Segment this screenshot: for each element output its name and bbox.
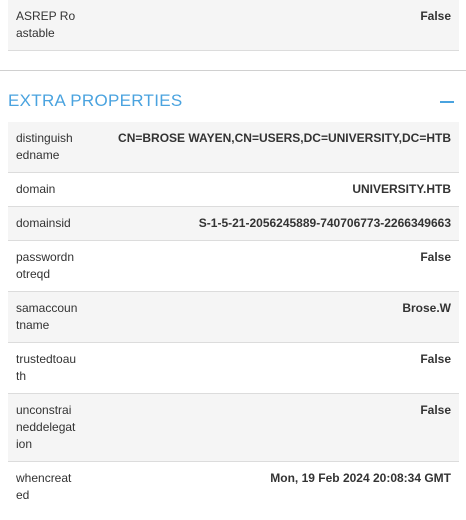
property-key: domain <box>16 182 56 196</box>
property-value: False <box>420 9 451 23</box>
property-row-trustedtoauth <box>8 343 459 394</box>
property-value: False <box>420 352 451 366</box>
property-key: trustedtoauth <box>16 352 77 383</box>
property-value: False <box>420 250 451 264</box>
property-row-unconstraineddelegation <box>8 394 459 462</box>
property-key: ASREP Roastable <box>16 9 76 40</box>
property-key: passwordnotreqd <box>16 250 75 281</box>
property-key: domainsid <box>16 216 71 230</box>
property-row-samaccountname <box>8 292 459 343</box>
property-row-passwordnotreqd <box>8 241 459 292</box>
property-value: UNIVERSITY.HTB <box>352 182 451 196</box>
property-row-domain <box>8 173 459 207</box>
property-row-domainsid <box>8 207 459 241</box>
minus-icon[interactable] <box>440 101 454 103</box>
property-value: Brose.W <box>402 301 451 315</box>
property-row-distinguishedname <box>8 122 459 173</box>
property-value: S-1-5-21-2056245889-740706773-2266349663 <box>198 216 451 230</box>
property-key: unconstraineddelegation <box>16 403 76 451</box>
property-key: distinguishedname <box>16 131 73 162</box>
property-value: Mon, 19 Feb 2024 20:08:34 GMT <box>270 471 451 485</box>
property-value: CN=BROSE WAYEN,CN=USERS,DC=UNIVERSITY,DC=HTB <box>118 131 451 145</box>
property-value: False <box>420 403 451 417</box>
property-row-whencreated <box>8 462 459 520</box>
previous-properties-section <box>0 0 466 60</box>
property-key: whencreated <box>16 471 72 502</box>
section-title: EXTRA PROPERTIES <box>8 91 183 110</box>
property-key: samaccountname <box>16 301 78 332</box>
property-row-asrep-roastable <box>8 0 459 51</box>
extra-properties-header[interactable] <box>0 71 466 121</box>
